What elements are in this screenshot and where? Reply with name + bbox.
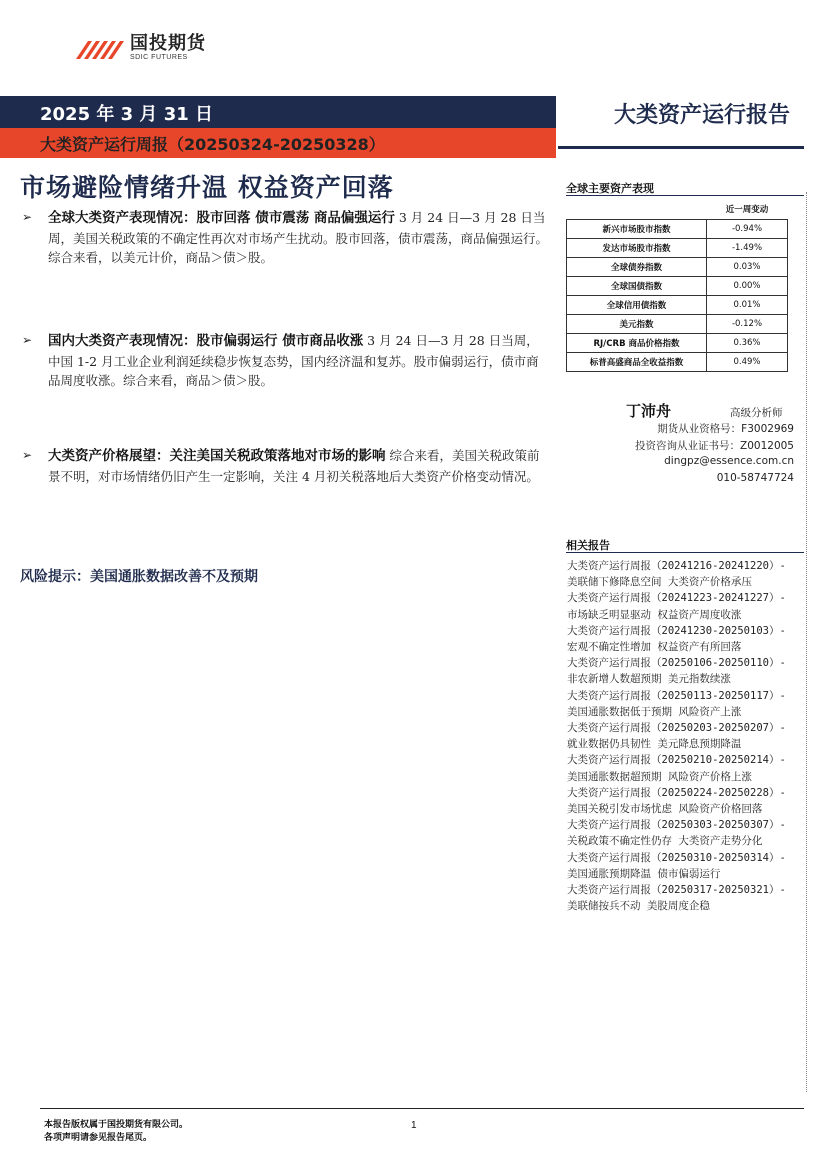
footer-rule <box>40 1108 804 1109</box>
analyst-name: 丁沛舟 <box>626 402 672 420</box>
asset-change: 0.36% <box>707 333 788 352</box>
asset-name: 发达市场股市指数 <box>567 238 707 257</box>
analyst-phone: 010-58747724 <box>716 472 794 484</box>
bullet-body: 3 月 24 日—3 月 28 日当周，中国 1-2 月工业企业利润延续稳步恢复态势，国内经济温和复苏。股市偏弱运行，债市商品周度收涨。综合来看，商品＞债＞股。 <box>48 333 539 388</box>
asset-change: 0.03% <box>707 257 788 276</box>
bullet-body: 综合来看，美国关税政策前景不明，对市场情绪仍旧产生一定影响，关注 4 月初关税落地后大类资产价格变动情况。 <box>48 448 540 484</box>
table-row <box>567 352 788 371</box>
page-number: 1 <box>411 1120 417 1131</box>
report-subtitle: 大类资产运行周报（20250324-20250328） <box>40 135 385 154</box>
advisory-license: 投资咨询从业证书号：Z0012005 <box>635 440 794 452</box>
asset-name: 标普高盛商品全收益指数 <box>567 352 707 371</box>
perf-table-rule <box>566 195 804 196</box>
asset-name: RJ/CRB 商品价格指数 <box>567 333 707 352</box>
report-type: 大类资产运行报告 <box>613 103 790 128</box>
company-logo <box>74 34 206 61</box>
bullet-heading: 大类资产价格展望：关注美国关税政策落地对市场的影响 <box>48 448 386 464</box>
table-row <box>567 276 788 295</box>
column-header: 近一周变动 <box>707 200 788 219</box>
asset-change: 0.49% <box>707 352 788 371</box>
related-reports-list <box>567 558 787 914</box>
table-header-row <box>567 200 788 219</box>
logo-name-cn: 国投期货 <box>130 33 206 54</box>
list-item[interactable]: 大类资产运行周报（20250303-20250307）-关税政策不确定性仍存 大类资产走势分化 <box>567 819 786 848</box>
asset-name: 美元指数 <box>567 314 707 333</box>
header-rule <box>558 146 804 149</box>
asset-name: 全球债券指数 <box>567 257 707 276</box>
perf-table-title: 全球主要资产表现 <box>566 182 654 195</box>
bullet-heading: 国内大类资产表现情况：股市偏弱运行 债市商品收涨 <box>48 333 364 349</box>
risk-warning: 风险提示：美国通胀数据改善不及预期 <box>20 569 258 585</box>
copyright-notice: 本报告版权属于国投期货有限公司。 <box>44 1120 189 1130</box>
bullet-arrow-icon: ➢ <box>22 333 33 347</box>
list-item[interactable]: 大类资产运行周报（20250113-20250117）-美国通胀数据低于预期 风险资产上涨 <box>567 689 786 718</box>
summary-bullet-outlook <box>22 446 548 486</box>
bullet-arrow-icon: ➢ <box>22 210 33 224</box>
related-reports-rule <box>566 552 804 553</box>
bullet-arrow-icon: ➢ <box>22 448 33 462</box>
asset-name: 全球国债指数 <box>567 276 707 295</box>
futures-license: 期货从业资格号：F3002969 <box>657 423 794 435</box>
asset-performance-table <box>566 200 788 372</box>
bullet-body: 3 月 24 日—3 月 28 日当周，美国关税政策的不确定性再次对市场产生扰动。股市回落，债市震荡，商品偏强运行。综合来看，以美元计价，商品＞债＞股。 <box>48 210 549 265</box>
asset-name: 全球信用债指数 <box>567 295 707 314</box>
asset-change: 0.01% <box>707 295 788 314</box>
table-row <box>567 219 788 238</box>
table-row <box>567 333 788 352</box>
related-reports-title: 相关报告 <box>566 539 610 552</box>
asset-change: 0.00% <box>707 276 788 295</box>
list-item[interactable]: 大类资产运行周报（20241216-20241220）-美联储下修降息空间 大类资产价格承压 <box>567 560 786 589</box>
analyst-email[interactable]: dingpz@essence.com.cn <box>664 455 794 467</box>
list-item[interactable]: 大类资产运行周报（20250317-20250321）-美联储按兵不动 美股周度企稳 <box>567 884 786 913</box>
asset-change: -0.94% <box>707 219 788 238</box>
asset-name: 新兴市场股市指数 <box>567 219 707 238</box>
list-item[interactable]: 大类资产运行周报（20241223-20241227）-市场缺乏明显驱动 权益资产周度收涨 <box>567 592 786 621</box>
list-item[interactable]: 大类资产运行周报（20241230-20250103）-宏观不确定性增加 权益资产有所回落 <box>567 624 786 654</box>
sdic-logo-icon <box>74 35 126 61</box>
disclaimer-notice: 各项声明请参见报告尾页。 <box>44 1133 153 1143</box>
list-item[interactable]: 大类资产运行周报（20250310-20250314）-美国通胀预期降温 债市偏弱运行 <box>567 851 786 880</box>
list-item[interactable]: 大类资产运行周报（20250106-20250110）-非农新增人数超预期 美元指数续涨 <box>567 657 786 686</box>
logo-name-en: SDIC FUTURES <box>130 54 188 61</box>
table-row <box>567 238 788 257</box>
list-item[interactable]: 大类资产运行周报（20250210-20250214）-美国通胀数据超预期 风险资产价格上涨 <box>567 754 786 783</box>
list-item[interactable]: 大类资产运行周报（20250203-20250207）-就业数据仍具韧性 美元降息预期降温 <box>567 722 786 751</box>
table-row <box>567 314 788 333</box>
asset-change: -0.12% <box>707 314 788 333</box>
table-row <box>567 295 788 314</box>
summary-bullet-domestic <box>22 331 548 391</box>
table-row <box>567 257 788 276</box>
summary-bullet-global <box>22 208 548 268</box>
page-title: 市场避险情绪升温 权益资产回落 <box>20 173 394 202</box>
dotted-divider <box>806 192 807 1092</box>
report-date: 2025 年 3 月 31 日 <box>40 104 214 125</box>
analyst-title: 高级分析师 <box>730 407 783 419</box>
bullet-heading: 全球大类资产表现情况：股市回落 债市震荡 商品偏强运行 <box>48 210 395 226</box>
asset-change: -1.49% <box>707 238 788 257</box>
list-item[interactable]: 大类资产运行周报（20250224-20250228）-美国关税引发市场忧虑 风险资产价格回落 <box>567 786 786 816</box>
